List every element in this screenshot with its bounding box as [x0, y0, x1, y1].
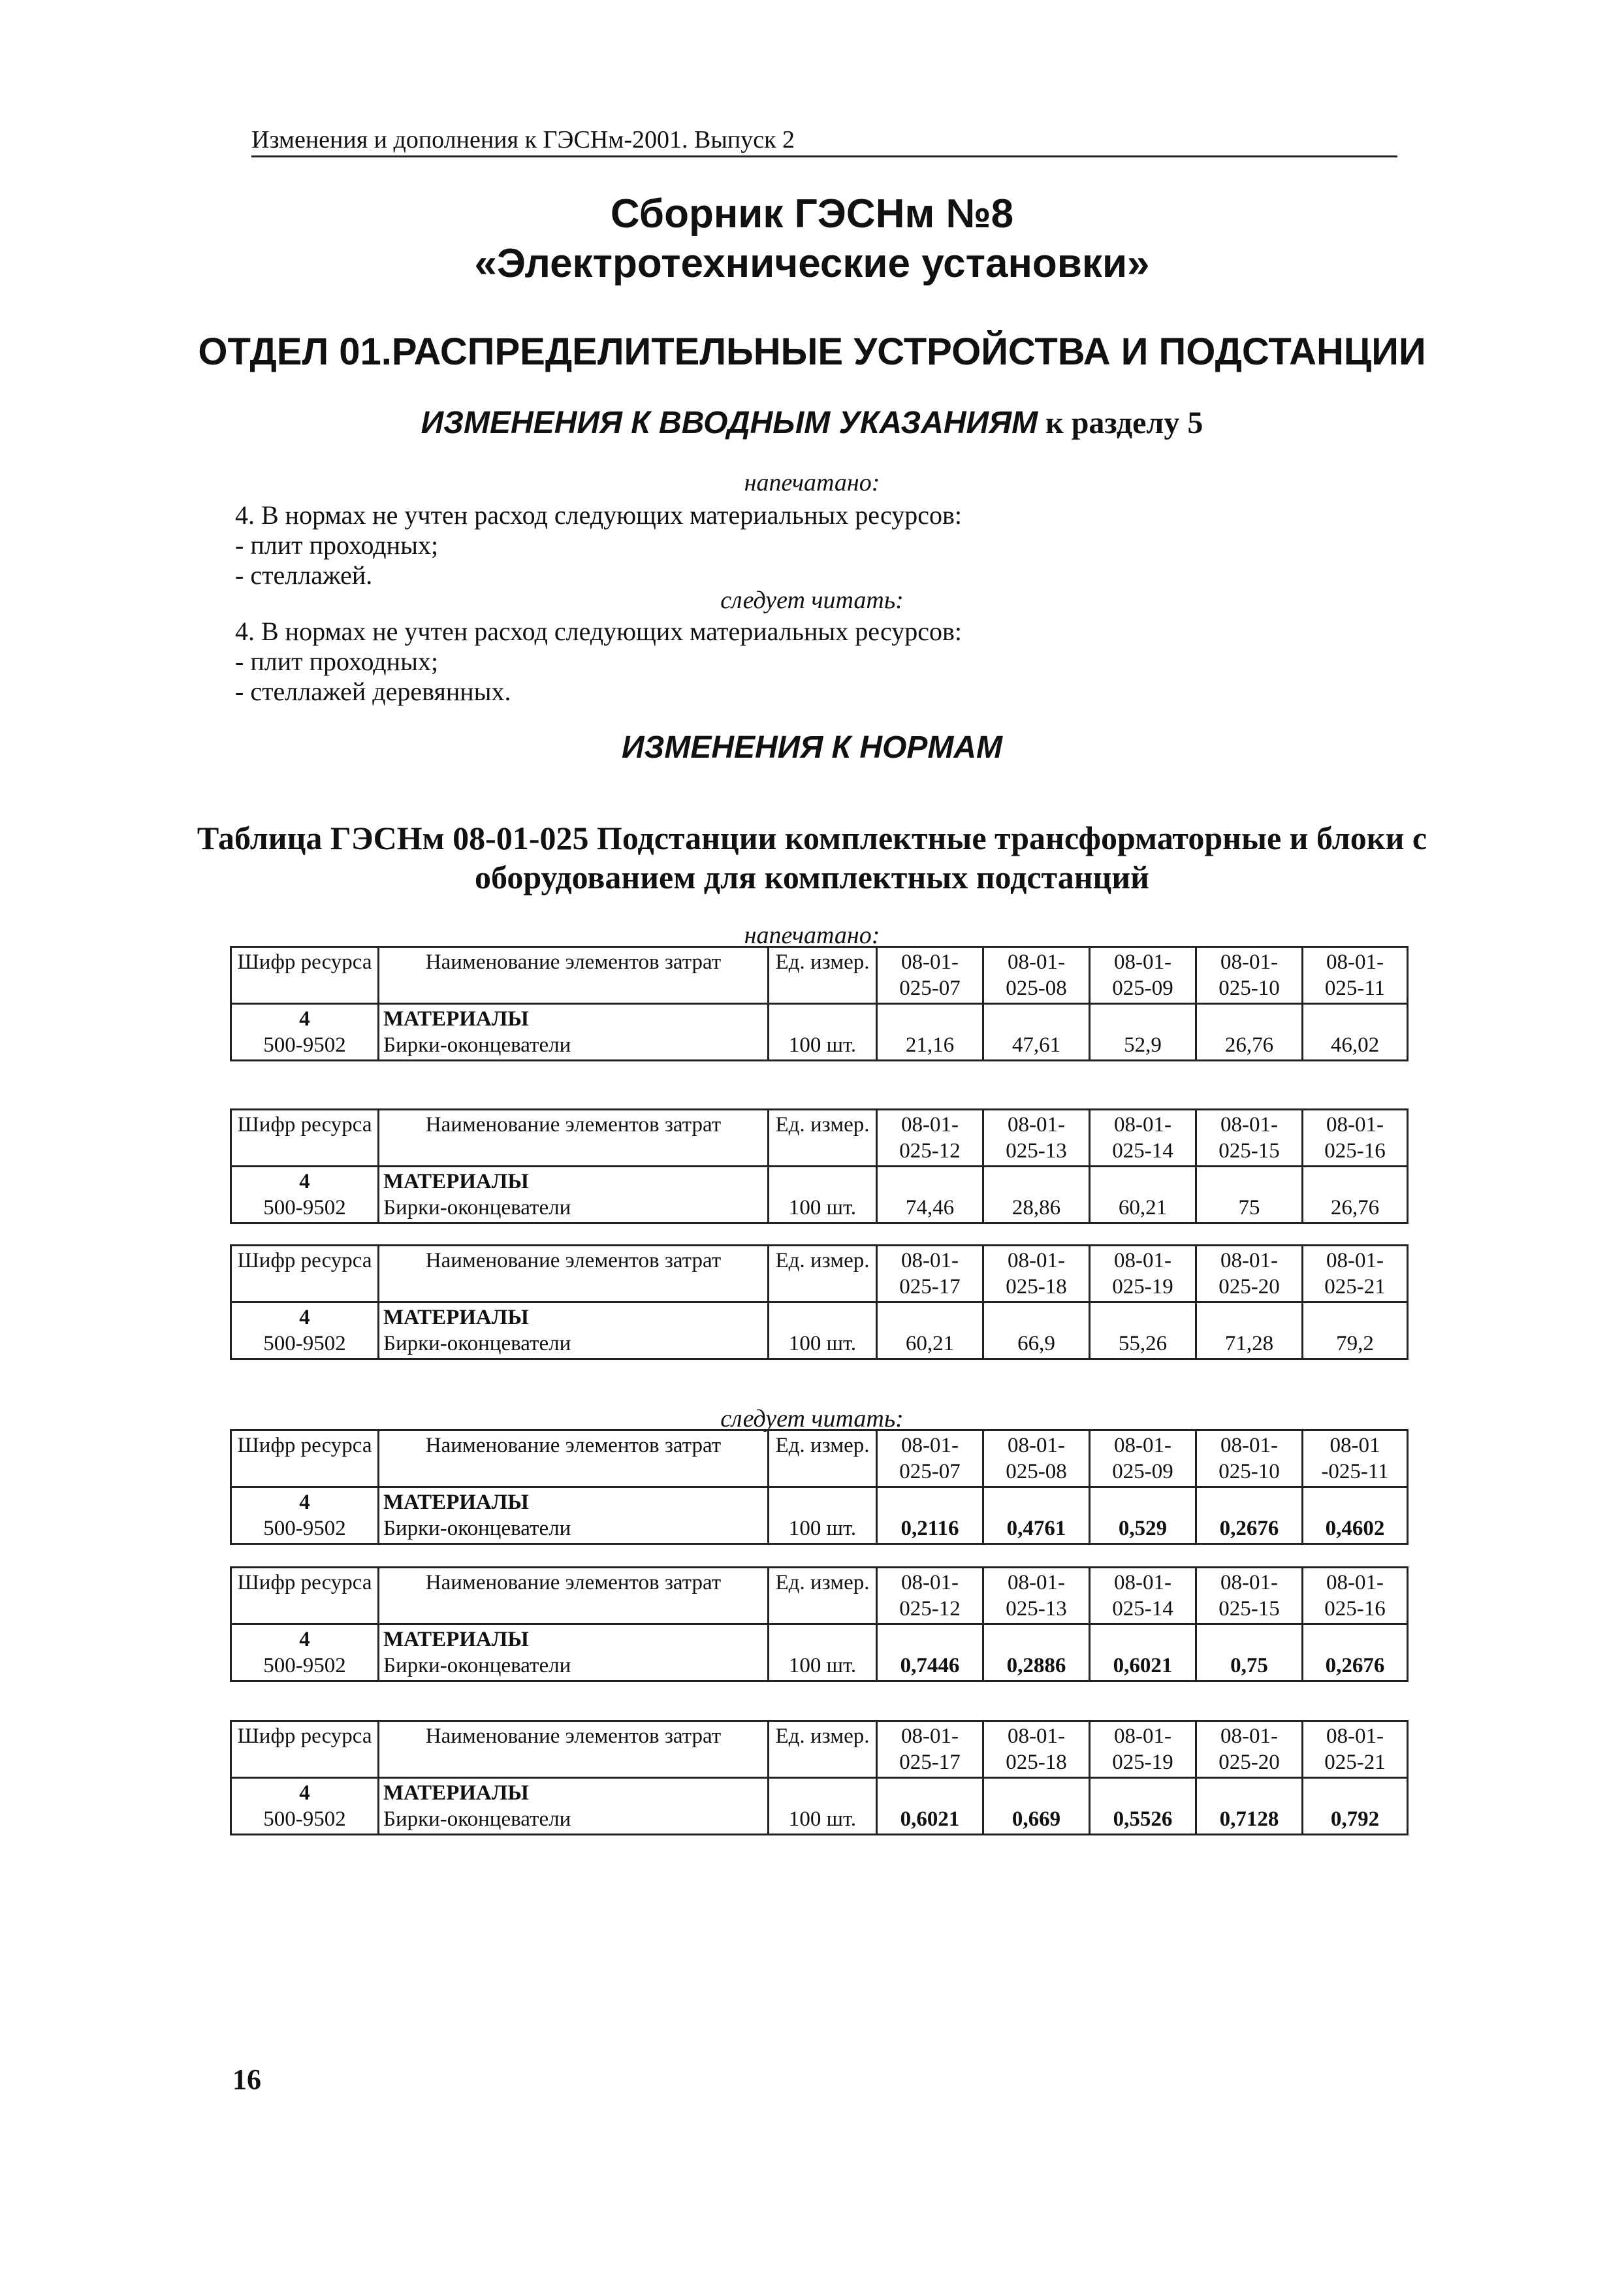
norm-code-part: 025-07	[899, 977, 961, 1000]
collection-subtitle: «Электротехнические установки»	[474, 241, 1150, 286]
norm-value: 0,792	[1330, 1807, 1380, 1831]
norm-value: 60,21	[905, 1332, 955, 1355]
table-header-row	[231, 1430, 1408, 1487]
header-cell-norm-code	[1303, 1246, 1408, 1302]
cell-norm-value	[877, 1487, 983, 1544]
cell-unit	[769, 1167, 877, 1223]
norm-code-part: 08-01-	[901, 950, 959, 974]
column-header-unit: Ед. измер.	[775, 1249, 870, 1272]
norm-value: 0,2676	[1219, 1517, 1279, 1540]
cell-norm-value	[1303, 1302, 1408, 1359]
norm-code-part: 025-15	[1218, 1139, 1280, 1163]
cell-norm-value	[1196, 1167, 1303, 1223]
norm-code-part: 025-12	[899, 1139, 961, 1163]
norm-code-part: 08-01-	[1220, 1434, 1278, 1457]
norm-code-part: 08-01-	[1326, 1571, 1384, 1594]
group-label: МАТЕРИАЛЫ	[383, 1306, 529, 1329]
norm-code-part: 025-21	[1324, 1751, 1386, 1774]
resource-code: 500-9502	[263, 1517, 346, 1540]
norm-code-part: 025-19	[1112, 1751, 1173, 1774]
table-title-line-2: оборудованием для комплектных подстанций	[475, 859, 1149, 896]
norm-code-part: 025-19	[1112, 1275, 1173, 1299]
cell-norm-value	[1090, 1302, 1196, 1359]
corrected-line-3: - стеллажей деревянных.	[235, 677, 511, 706]
resource-code-top: 4	[299, 1628, 310, 1651]
norm-value: 0,2886	[1006, 1654, 1066, 1677]
header-cell-norm-code	[1196, 1430, 1303, 1487]
norm-code-part: 025-14	[1112, 1139, 1173, 1163]
cell-norm-value	[877, 1004, 983, 1061]
norm-code-part: 025-12	[899, 1597, 961, 1621]
header-cell-norm-code	[877, 947, 983, 1004]
unit-label: 100 шт.	[788, 1517, 857, 1540]
norm-code-part: 08-01-	[901, 1571, 959, 1594]
cell-cost-element	[379, 1004, 769, 1061]
norm-code-part: 025-16	[1324, 1139, 1386, 1163]
cell-resource-code	[231, 1778, 379, 1835]
cell-resource-code	[231, 1004, 379, 1061]
printed-line-2: - плит проходных;	[235, 530, 439, 560]
norm-code-part: 08-01-	[1220, 1724, 1278, 1748]
cell-norm-value	[1090, 1624, 1196, 1681]
norm-code-part: 025-10	[1218, 977, 1280, 1000]
norm-code-part: 08-01-	[1114, 950, 1171, 974]
header-cell-name	[379, 1721, 769, 1778]
resource-code-top: 4	[299, 1306, 310, 1329]
header-cell-norm-code	[1303, 1721, 1408, 1778]
norm-value: 26,76	[1224, 1033, 1274, 1057]
item-name: Бирки-оконцеватели	[383, 1807, 571, 1831]
norm-value: 0,4602	[1325, 1517, 1385, 1540]
norm-value: 0,7446	[900, 1654, 960, 1677]
column-header-unit: Ед. измер.	[775, 1434, 870, 1457]
table-row	[231, 1624, 1408, 1681]
column-header-code: Шифр ресурса	[237, 1249, 372, 1272]
should-read-marker: следует читать:	[720, 587, 904, 614]
printed-line-1: 4. В нормах не учтен расход следующих материальных ресурсов:	[235, 500, 962, 530]
cell-unit	[769, 1004, 877, 1061]
header-cell-norm-code	[1090, 1246, 1196, 1302]
norm-code-part: 025-18	[1006, 1751, 1067, 1774]
item-name: Бирки-оконцеватели	[383, 1033, 571, 1057]
norm-code-part: 08-01-	[1326, 1249, 1384, 1272]
norm-code-part: 08-01-	[1008, 1434, 1065, 1457]
printed-tables-marker: напечатано:	[744, 922, 880, 949]
cell-norm-value	[983, 1624, 1090, 1681]
resource-code-top: 4	[299, 1170, 310, 1193]
unit-label: 100 шт.	[788, 1807, 857, 1831]
cell-norm-value	[1303, 1487, 1408, 1544]
norm-code-part: 025-20	[1218, 1275, 1280, 1299]
header-cell-norm-code	[1090, 1568, 1196, 1624]
corrected-tables-marker: следует читать:	[720, 1405, 904, 1432]
header-cell-name	[379, 1430, 769, 1487]
norm-code-part: 08-01-	[1114, 1249, 1171, 1272]
cell-norm-value	[1303, 1167, 1408, 1223]
resource-code: 500-9502	[263, 1332, 346, 1355]
cell-resource-code	[231, 1624, 379, 1681]
header-cell-norm-code	[983, 1721, 1090, 1778]
column-header-code: Шифр ресурса	[237, 1571, 372, 1594]
cell-norm-value	[1090, 1487, 1196, 1544]
header-cell-norm-code	[983, 947, 1090, 1004]
norm-code-part: 08-01-	[1220, 950, 1278, 974]
column-header-code: Шифр ресурса	[237, 1724, 372, 1748]
cell-norm-value	[983, 1302, 1090, 1359]
norm-value: 71,28	[1224, 1332, 1274, 1355]
norm-value: 26,76	[1330, 1196, 1380, 1220]
norm-value: 55,26	[1118, 1332, 1168, 1355]
printed-marker: напечатано:	[744, 469, 880, 496]
collection-title: Сборник ГЭСНм №8	[610, 191, 1014, 236]
norm-value: 0,4761	[1006, 1517, 1066, 1540]
norm-value: 0,529	[1118, 1517, 1168, 1540]
header-cell-norm-code	[1196, 1110, 1303, 1167]
norm-code-part: 08-01-	[1114, 1434, 1171, 1457]
norm-value: 0,2116	[900, 1517, 959, 1540]
norm-code-part: 08-01-	[1008, 1724, 1065, 1748]
header-cell-name	[379, 1568, 769, 1624]
norm-code-part: 08-01-	[1114, 1113, 1171, 1137]
column-header-name: Наименование элементов затрат	[425, 1434, 722, 1457]
norm-table	[230, 1720, 1409, 1835]
norm-code-part: 025-17	[899, 1275, 961, 1299]
header-cell-norm-code	[877, 1110, 983, 1167]
header-cell-norm-code	[983, 1246, 1090, 1302]
norm-value: 60,21	[1118, 1196, 1168, 1220]
unit-label: 100 шт.	[788, 1654, 857, 1677]
header-cell-norm-code	[983, 1430, 1090, 1487]
header-cell-norm-code	[1196, 1721, 1303, 1778]
header-cell-norm-code	[1090, 947, 1196, 1004]
cell-cost-element	[379, 1624, 769, 1681]
resource-code-top: 4	[299, 1007, 310, 1031]
table-row	[231, 1302, 1408, 1359]
norm-changes-heading	[0, 730, 1624, 766]
cell-norm-value	[983, 1004, 1090, 1061]
cell-cost-element	[379, 1167, 769, 1223]
intro-changes-heading	[0, 405, 1624, 441]
norm-table	[230, 1566, 1409, 1682]
norm-code-part: 08-01-	[1326, 950, 1384, 974]
norm-value: 0,7128	[1219, 1807, 1279, 1831]
cell-norm-value	[983, 1778, 1090, 1835]
cell-norm-value	[1196, 1487, 1303, 1544]
norm-code-part: 08-01-	[901, 1113, 959, 1137]
header-cell-norm-code	[983, 1568, 1090, 1624]
cell-norm-value	[877, 1624, 983, 1681]
column-header-code: Шифр ресурса	[237, 1113, 372, 1137]
norm-code-part: 08-01-	[1326, 1113, 1384, 1137]
norm-value: 74,46	[905, 1196, 955, 1220]
cell-norm-value	[983, 1487, 1090, 1544]
cell-resource-code	[231, 1167, 379, 1223]
cell-norm-value	[877, 1302, 983, 1359]
cell-norm-value	[1196, 1778, 1303, 1835]
header-cell-norm-code	[877, 1246, 983, 1302]
header-cell-norm-code	[877, 1568, 983, 1624]
table-header-row	[231, 1110, 1408, 1167]
column-header-unit: Ед. измер.	[775, 1571, 870, 1594]
header-cell-code	[231, 1246, 379, 1302]
cell-norm-value	[983, 1167, 1090, 1223]
header-cell-norm-code	[1303, 1430, 1408, 1487]
norm-value: 66,9	[1017, 1332, 1055, 1355]
table-title-line-1: Таблица ГЭСНм 08-01-025 Подстанции комплектные трансформаторные и блоки с	[197, 820, 1427, 856]
norm-code-part: 08-01-	[1008, 1571, 1065, 1594]
unit-label: 100 шт.	[788, 1332, 857, 1355]
norm-code-part: 08-01-	[1220, 1571, 1278, 1594]
norm-table	[230, 1108, 1409, 1224]
intro-changes-prefix: ИЗМЕНЕНИЯ К ВВОДНЫМ УКАЗАНИЯМ	[421, 406, 1038, 440]
cell-resource-code	[231, 1487, 379, 1544]
resource-code-top: 4	[299, 1491, 310, 1514]
table-row	[231, 1778, 1408, 1835]
norm-code-part: 025-18	[1006, 1275, 1067, 1299]
norm-value: 0,75	[1230, 1654, 1268, 1677]
header-cell-norm-code	[1090, 1110, 1196, 1167]
resource-code: 500-9502	[263, 1807, 346, 1831]
norm-table	[230, 1429, 1409, 1545]
norm-code-part: -025-11	[1321, 1460, 1389, 1483]
header-cell-code	[231, 1721, 379, 1778]
header-cell-norm-code	[1090, 1430, 1196, 1487]
norm-code-part: 025-11	[1324, 977, 1386, 1000]
group-label: МАТЕРИАЛЫ	[383, 1781, 529, 1805]
norm-code-part: 025-14	[1112, 1597, 1173, 1621]
header-cell-name	[379, 947, 769, 1004]
norm-code-part: 025-08	[1006, 1460, 1067, 1483]
norm-code-part: 08-01-	[1008, 1113, 1065, 1137]
column-header-code: Шифр ресурса	[237, 1434, 372, 1457]
column-header-name: Наименование элементов затрат	[425, 1249, 722, 1272]
cell-cost-element	[379, 1778, 769, 1835]
header-cell-norm-code	[1303, 1568, 1408, 1624]
column-header-name: Наименование элементов затрат	[425, 950, 722, 974]
norm-value: 75	[1238, 1196, 1260, 1220]
cell-cost-element	[379, 1487, 769, 1544]
header-cell-norm-code	[1303, 1110, 1408, 1167]
resource-code: 500-9502	[263, 1033, 346, 1057]
header-cell-code	[231, 1430, 379, 1487]
norm-table	[230, 946, 1409, 1061]
group-label: МАТЕРИАЛЫ	[383, 1170, 529, 1193]
header-cell-unit	[769, 947, 877, 1004]
column-header-name: Наименование элементов затрат	[425, 1571, 722, 1594]
header-cell-norm-code	[877, 1721, 983, 1778]
item-name: Бирки-оконцеватели	[383, 1196, 571, 1220]
norm-code-part: 025-20	[1218, 1751, 1280, 1774]
header-cell-norm-code	[1090, 1721, 1196, 1778]
cell-norm-value	[1303, 1624, 1408, 1681]
norm-value: 47,61	[1011, 1033, 1061, 1057]
column-header-unit: Ед. измер.	[775, 1113, 870, 1137]
cell-norm-value	[1196, 1624, 1303, 1681]
resource-code: 500-9502	[263, 1196, 346, 1220]
norm-value: 28,86	[1011, 1196, 1061, 1220]
cell-norm-value	[1090, 1167, 1196, 1223]
header-cell-unit	[769, 1246, 877, 1302]
norm-code-part: 025-15	[1218, 1597, 1280, 1621]
norm-code-part: 025-09	[1112, 1460, 1173, 1483]
header-cell-unit	[769, 1110, 877, 1167]
header-cell-norm-code	[983, 1110, 1090, 1167]
norm-code-part: 025-21	[1324, 1275, 1386, 1299]
cell-norm-value	[1303, 1004, 1408, 1061]
column-header-name: Наименование элементов затрат	[425, 1113, 722, 1137]
norm-code-part: 025-10	[1218, 1460, 1280, 1483]
cell-unit	[769, 1302, 877, 1359]
table-header-row	[231, 1721, 1408, 1778]
norm-code-part: 08-01-	[1008, 1249, 1065, 1272]
norm-table	[230, 1244, 1409, 1360]
norm-code-part: 025-17	[899, 1751, 961, 1774]
header-cell-name	[379, 1246, 769, 1302]
table-header-row	[231, 1246, 1408, 1302]
header-cell-unit	[769, 1568, 877, 1624]
norm-value: 0,5526	[1113, 1807, 1173, 1831]
corrected-line-1: 4. В нормах не учтен расход следующих материальных ресурсов:	[235, 617, 962, 646]
table-header-row	[231, 947, 1408, 1004]
header-cell-unit	[769, 1721, 877, 1778]
norm-changes-label: ИЗМЕНЕНИЯ К НОРМАМ	[621, 730, 1003, 765]
header-cell-norm-code	[1196, 947, 1303, 1004]
section-heading: ОТДЕЛ 01.РАСПРЕДЕЛИТЕЛЬНЫЕ УСТРОЙСТВА И ПОДСТАНЦИИ	[198, 331, 1426, 373]
cell-resource-code	[231, 1302, 379, 1359]
cell-norm-value	[1303, 1778, 1408, 1835]
corrected-line-2: - плит проходных;	[235, 647, 439, 676]
group-label: МАТЕРИАЛЫ	[383, 1491, 529, 1514]
norm-code-part: 025-07	[899, 1460, 961, 1483]
norm-code-part: 08-01-	[901, 1434, 959, 1457]
norm-value: 0,2676	[1325, 1654, 1385, 1677]
norm-code-part: 025-13	[1006, 1139, 1067, 1163]
cell-cost-element	[379, 1302, 769, 1359]
norm-code-part: 08-01-	[1326, 1724, 1384, 1748]
header-cell-code	[231, 1110, 379, 1167]
norm-code-part: 08-01-	[901, 1249, 959, 1272]
header-cell-norm-code	[1303, 947, 1408, 1004]
norm-code-part: 08-01-	[901, 1724, 959, 1748]
norm-code-part: 025-13	[1006, 1597, 1067, 1621]
norm-value: 21,16	[905, 1033, 955, 1057]
cell-norm-value	[1090, 1004, 1196, 1061]
intro-changes-suffix: к разделу 5	[1045, 406, 1203, 440]
group-label: МАТЕРИАЛЫ	[383, 1628, 529, 1651]
norm-code-part: 025-09	[1112, 977, 1173, 1000]
column-header-unit: Ед. измер.	[775, 1724, 870, 1748]
cell-norm-value	[1196, 1004, 1303, 1061]
page-number: 16	[232, 2063, 261, 2095]
norm-value: 46,02	[1330, 1033, 1380, 1057]
cell-unit	[769, 1624, 877, 1681]
header-cell-code	[231, 947, 379, 1004]
cell-norm-value	[1090, 1778, 1196, 1835]
norm-value: 79,2	[1336, 1332, 1374, 1355]
table-row	[231, 1487, 1408, 1544]
norm-code-part: 08-01-	[1114, 1571, 1171, 1594]
column-header-code: Шифр ресурса	[237, 950, 372, 974]
header-cell-norm-code	[1196, 1246, 1303, 1302]
item-name: Бирки-оконцеватели	[383, 1517, 571, 1540]
running-header: Изменения и дополнения к ГЭСНм-2001. Выпуск 2	[251, 125, 1397, 157]
cell-norm-value	[1196, 1302, 1303, 1359]
norm-value: 0,669	[1011, 1807, 1061, 1831]
group-label: МАТЕРИАЛЫ	[383, 1007, 529, 1031]
table-row	[231, 1004, 1408, 1061]
cell-norm-value	[877, 1778, 983, 1835]
printed-line-3: - стеллажей.	[235, 560, 373, 590]
norm-code-part: 08-01-	[1220, 1249, 1278, 1272]
norm-code-part: 08-01-	[1114, 1724, 1171, 1748]
header-cell-name	[379, 1110, 769, 1167]
header-cell-unit	[769, 1430, 877, 1487]
resource-code: 500-9502	[263, 1654, 346, 1677]
norm-value: 52,9	[1124, 1033, 1162, 1057]
norm-value: 0,6021	[1113, 1654, 1173, 1677]
norm-code-part: 025-16	[1324, 1597, 1386, 1621]
header-cell-code	[231, 1568, 379, 1624]
table-header-row	[231, 1568, 1408, 1624]
header-cell-norm-code	[1196, 1568, 1303, 1624]
norm-code-part: 08-01	[1329, 1434, 1380, 1457]
cell-unit	[769, 1778, 877, 1835]
item-name: Бирки-оконцеватели	[383, 1654, 571, 1677]
table-row	[231, 1167, 1408, 1223]
norm-value: 0,6021	[900, 1807, 960, 1831]
column-header-unit: Ед. измер.	[775, 950, 870, 974]
item-name: Бирки-оконцеватели	[383, 1332, 571, 1355]
norm-code-part: 025-08	[1006, 977, 1067, 1000]
column-header-name: Наименование элементов затрат	[425, 1724, 722, 1748]
cell-unit	[769, 1487, 877, 1544]
header-cell-norm-code	[877, 1430, 983, 1487]
resource-code-top: 4	[299, 1781, 310, 1805]
unit-label: 100 шт.	[788, 1196, 857, 1220]
unit-label: 100 шт.	[788, 1033, 857, 1057]
norm-code-part: 08-01-	[1008, 950, 1065, 974]
cell-norm-value	[877, 1167, 983, 1223]
norm-code-part: 08-01-	[1220, 1113, 1278, 1137]
